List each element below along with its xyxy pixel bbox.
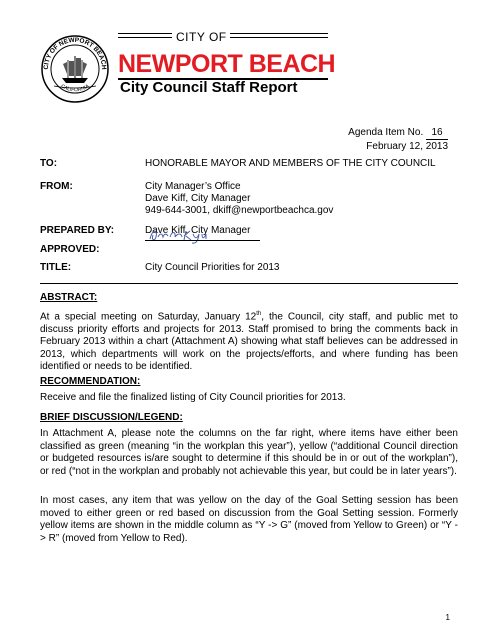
agenda-date: February 12, 2013 (366, 141, 448, 152)
from-value (145, 181, 333, 217)
from-line-3: 949-644-3001, dkiff@newportbeachca.gov (145, 205, 334, 216)
agenda-item-label: Agenda Item No. (348, 127, 424, 138)
discussion-para-1: In Attachment A, please note the columns on the far right, where items have either been classified as green (meaning “in the workplan this year”), yellow (“additional Council direction or budgeted resources is/are sought to determine if this should be in or out of the workplan”), or red (“not in the workplan and probably not achievable this year, but could be in later years”). (40, 428, 458, 477)
title-value: City Council Priorities for 2013 (145, 262, 280, 273)
prepared-by-label: PREPARED BY: (40, 225, 115, 236)
signature-image (148, 225, 223, 245)
page-number: 1 (445, 613, 450, 622)
approval-signature-line (145, 240, 260, 241)
section-divider (40, 283, 458, 284)
from-line-1: City Manager’s Office (145, 181, 241, 192)
agenda-item-number: 16 (426, 126, 448, 140)
abstract-text: At a special meeting on Saturday, January 12th, the Council, city staff, and public met to discuss priority efforts and projects for 2013. Staff promised to bring the comments back in February 2013 within a chart (Attachment A) showing what staff believes can be addressed in 2013, which departments will work on the projects/efforts, and where funding has been identified or needs to be identified. (40, 311, 458, 373)
recommendation-text: Receive and file the finalized listing of City Council priorities for 2013. (40, 392, 346, 403)
discussion-para-2: In most cases, any item that was yellow on the day of the Goal Setting session has been moved to either green or red based on discussion from the Goal Setting session. Formerly yellow items are shown in the middle column as “Y -> G” (moved from Yellow to Green) or “Y -> R” (moved from Yellow to Red). (40, 495, 458, 544)
title-label: TITLE: (40, 262, 72, 273)
to-label: TO: (40, 158, 58, 169)
from-line-2: Dave Kiff, City Manager (145, 193, 251, 204)
abstract-heading: ABSTRACT: (40, 292, 98, 303)
report-title: City Council Staff Report (120, 79, 298, 96)
agenda-block (348, 126, 448, 153)
city-name: NEWPORT BEACH (118, 50, 336, 78)
city-of-label: CITY OF (176, 30, 227, 44)
seal-text-top: CITY OF NEWPORT BEACH (42, 36, 108, 70)
approved-label: APPROVED: (40, 244, 100, 255)
prepared-by-value: Dave Kiff, City Manager (145, 225, 251, 236)
to-value: HONORABLE MAYOR AND MEMBERS OF THE CITY COUNCIL (145, 158, 436, 169)
city-seal-logo (40, 34, 110, 104)
city-of-banner (118, 28, 330, 48)
from-label: FROM: (40, 181, 73, 192)
seal-text-bottom: CALIFORNIA (59, 83, 91, 94)
discussion-heading: BRIEF DISCUSSION/LEGEND: (40, 412, 183, 423)
recommendation-heading: RECOMMENDATION: (40, 376, 141, 387)
